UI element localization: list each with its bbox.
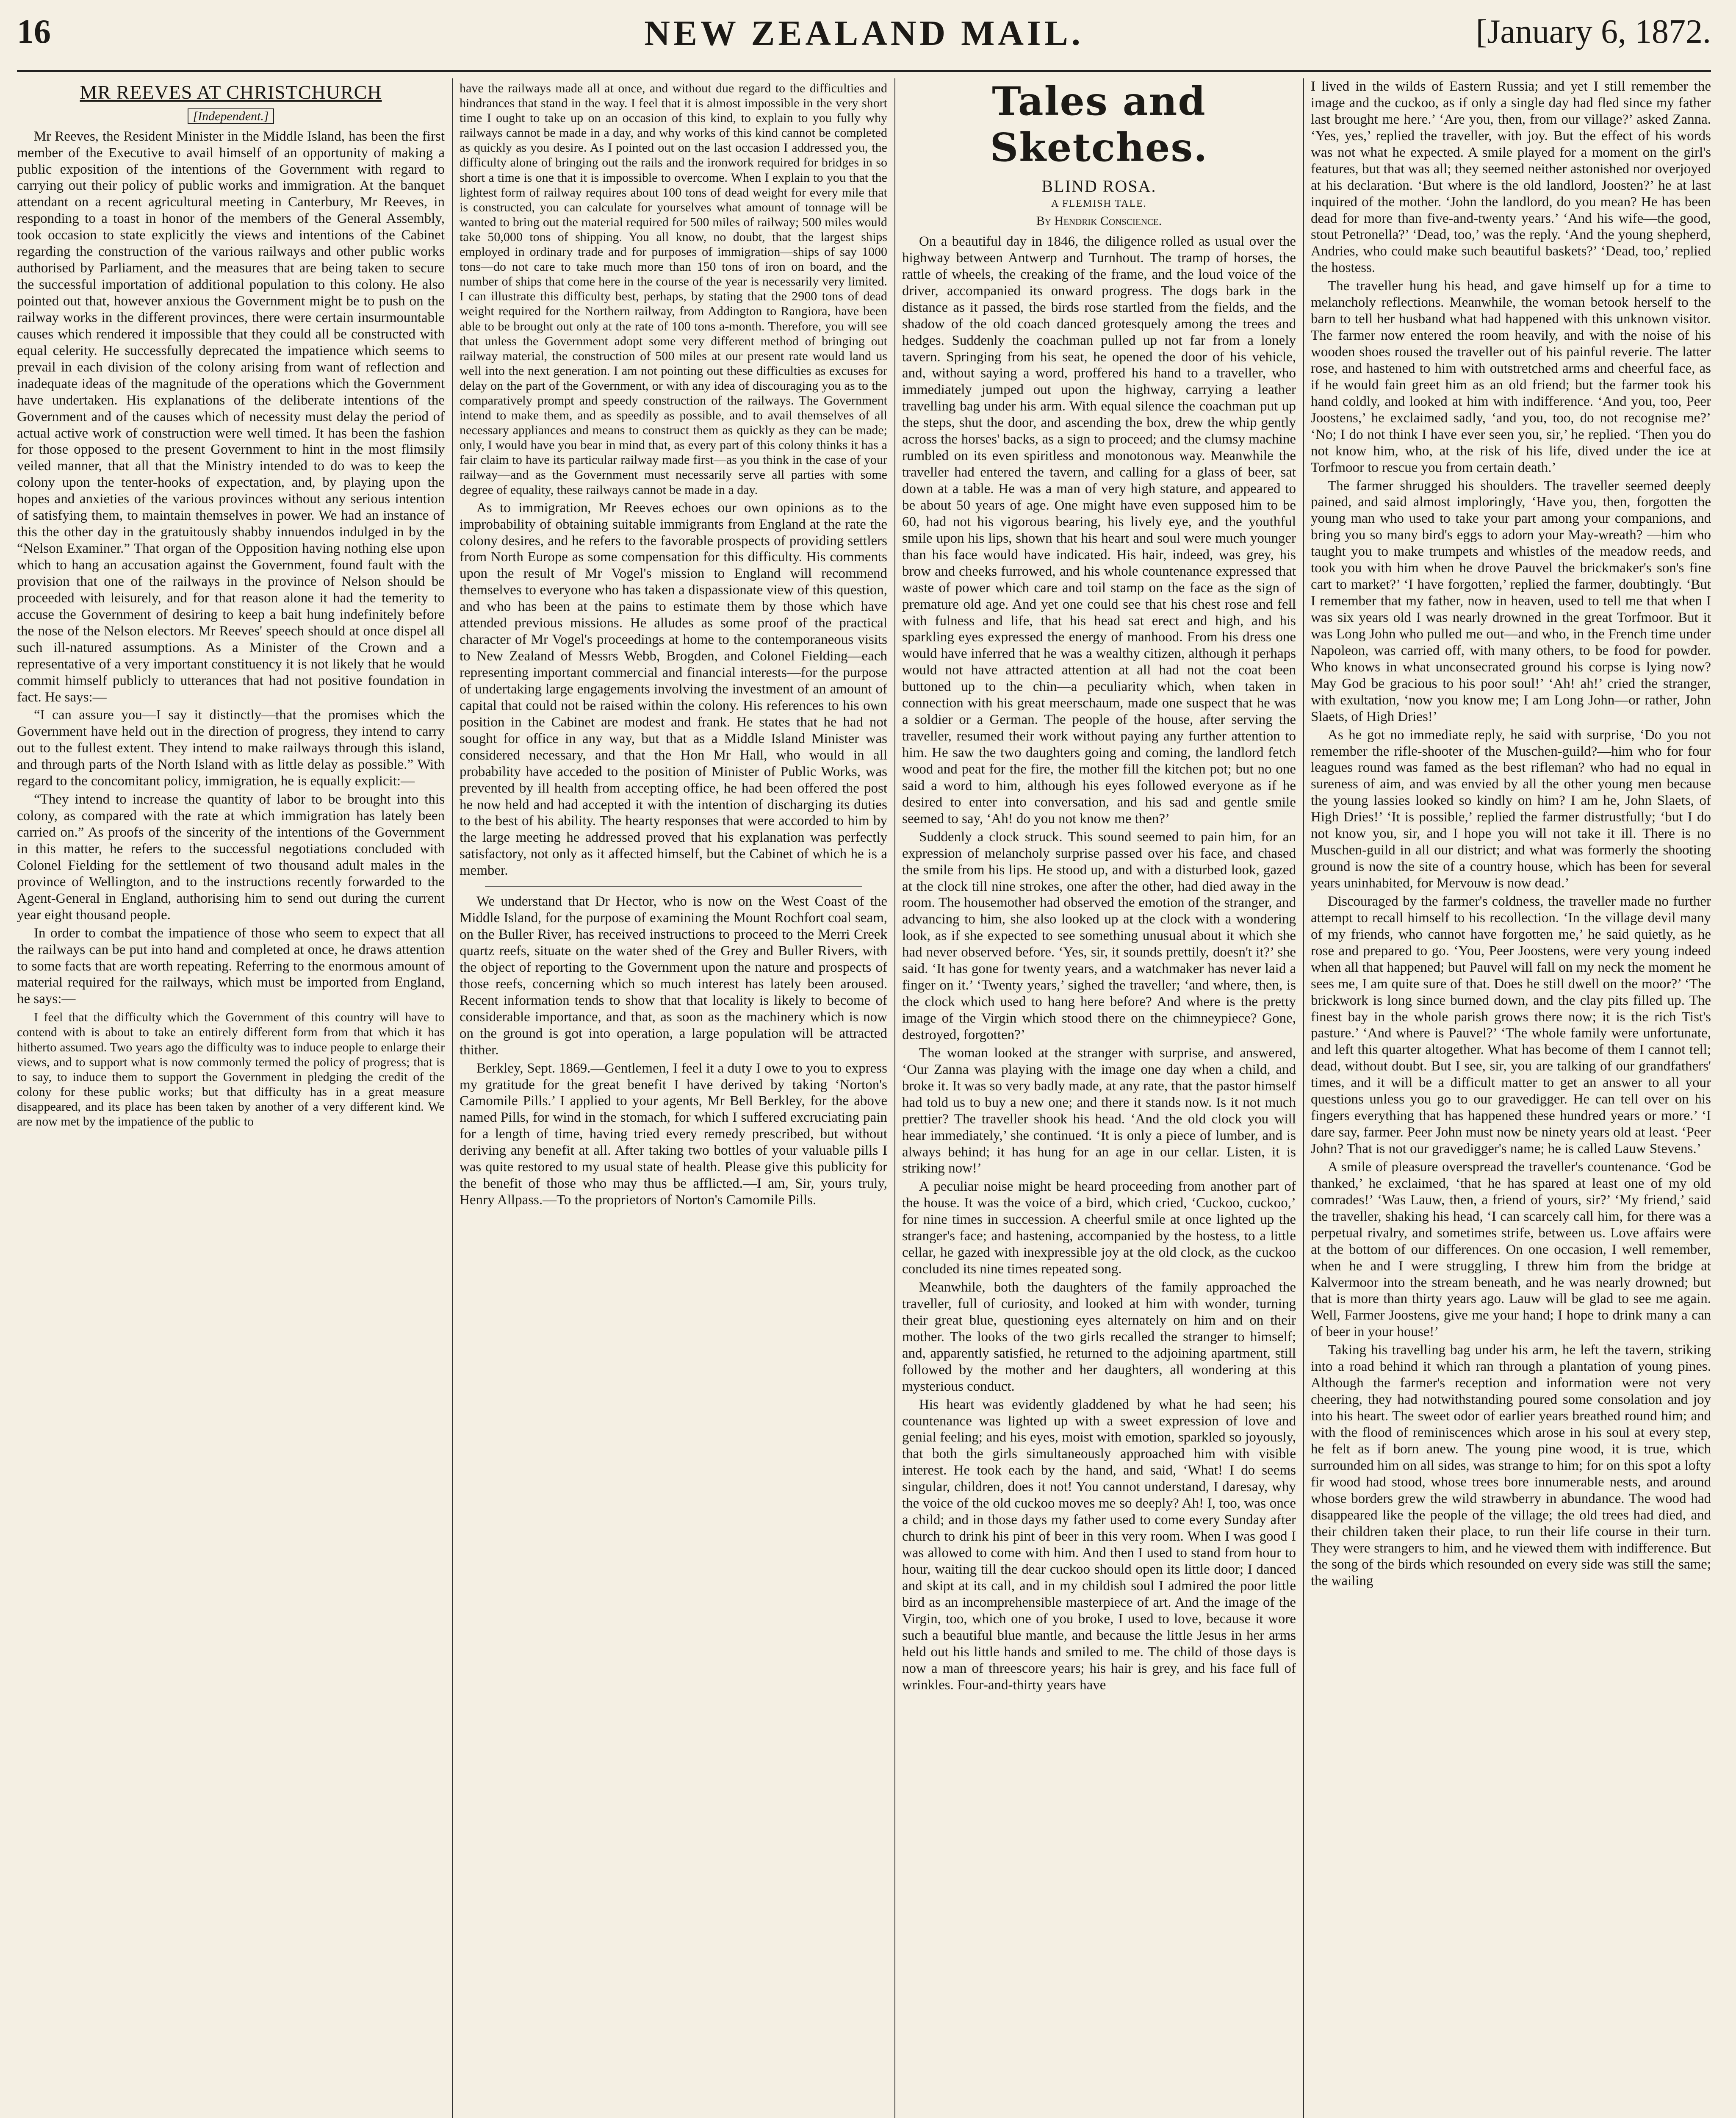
- column-rule: [452, 78, 453, 2118]
- column-3: [902, 78, 1296, 2118]
- article-separator: [485, 886, 862, 887]
- column-rule: [894, 78, 895, 2118]
- page-number: 16: [17, 13, 51, 50]
- article-headline: MR REEVES AT CHRISTCHURCH: [80, 81, 382, 103]
- story-title: BLIND ROSA.: [1041, 177, 1157, 196]
- story-paragraph: The woman looked at the stranger with surprise, and answered, ‘Our Zanna was playing with the image one day when a child, and broke it. It was so very badly made, at any rate, that the pastor himself had told us to buy a new one; and there it stands now. Is it not much prettier? The traveller shook his head. ‘And the old clock you will hear immediately,’ she continued. ‘It is only a piece of lumber, and is always behind; it has hung for an age in our cellar. Listen, it is striking now!’: [902, 1045, 1296, 1176]
- story-paragraph: I lived in the wilds of Eastern Russia; and yet I still remember the image and the cuckoo, as if only a single day had fled since my father last brought me here.’ ‘Are you, then, from our village?’ asked Zanna. ‘Yes, yes,’ replied the traveller, with joy. But the effect of his words was not what he expected. A smile played for a moment on the girl's features, but that was all; they seemed neither astonished nor overjoyed at his declaration. ‘But where is the old landlord, Joosten?’ he at last inquired of the mother. ‘John the landlord, do you mean? He has been dead for more than five-and-twenty years.’ ‘And his wife—the good, stout Petronella?’ ‘Dead, too,’ was the reply. ‘And the young shepherd, Andries, who could make such beautiful baskets?’ ‘Dead, too,’ replied the hostess.: [1311, 79, 1711, 276]
- section-title: Tales and Sketches.: [990, 78, 1208, 170]
- article-paragraph: “I can assure you—I say it distinctly—that the promises which the Government have held out in the direction of progress, they intend to carry out to the fullest extent. They intend to make railways through this island, and through parts of the North Island with as little delay as possible.” With regard to the concomitant policy, immigration, he is equally explicit:—: [17, 707, 445, 789]
- masthead-rule: [17, 70, 1711, 72]
- story-paragraph: As he got no immediate reply, he said with surprise, ‘Do you not remember the rifle-shooter of the Muschen-guild?—him who for four leagues round was famed as the best rifleman? who had no equal in sureness of aim, and was envied by all the other young men because the young lassies looked so kindly on him? I am he, John Slaets, of High Dries!’ ‘It is possible,’ replied the farmer distrustfully; ‘but I do not know you, sir, and I hope you will not take it ill. There is no Muschen-guild in all our district; and what was formerly the shooting ground is now the site of a country house, which has been for several years uninhabited, for Mervouw is now dead.’: [1311, 727, 1711, 891]
- speech-quote-continued: have the railways made all at once, and without due regard to the difficulties and hindrances that stand in the way. I feel that it is almost impossible in the very short time I ought to take up on an occasion of this kind, to explain to you fully why railways cannot be made in a day, and why works of this kind cannot be completed as quickly as you desire. As I pointed out on the last occasion I addressed you, the difficulty alone of bringing out the rails and the ironwork required for bridges in so short a time is one that it is impossible to overcome. When I explain to you that the lightest form of railway requires about 100 tons of dead weight for every mile that is constructed, you can calculate for yourselves what amount of tonnage will be wanted to bring out the material required for 500 miles of railway; 500 miles would take 50,000 tons of shipping. You all know, no doubt, that the largest ships employed in ordinary trade and for purposes of immigration—ships of say 1000 tons—do not care to take much more than 150 tons of iron on board, and the number of ships that come here in the course of the year is necessarily very limited. I can illustrate this difficulty best, perhaps, by stating that the 2900 tons of dead weight required for the Northern railway, from Addington to Rangiora, have been able to be brought out only at the rate of 100 tons a-month. Therefore, you will see that unless the Government adopt some very different method of bringing out railway material, the construction of 500 miles at our present rate would land us well into the next generation. I am not pointing out these difficulties as excuses for delay on the part of the Government, or with any idea of discouraging you as to the comparatively prompt and speedy construction of the railways. The Government intend to make them, and as speedily as possible, and to avail themselves of all necessary appliances and means to construct them as quickly as they can be made; only, I would have you bear in mind that, as every part of this colony thinks it has a fair claim to have its particular railway made first—as you think in the case of your railway—and as the Government must necessarily serve all parties with some degree of equality, these railways cannot be made in a day.: [460, 81, 887, 497]
- newspaper-title: NEW ZEALAND MAIL.: [644, 14, 1084, 53]
- news-item: We understand that Dr Hector, who is now on the West Coast of the Middle Island, for the purpose of examining the Mount Rochfort coal seam, on the Buller River, has received instructions to proceed to the Merri Creek quartz reefs, situate on the water shed of the Grey and Buller Rivers, with the object of reporting to the Government upon the nature and prospects of those reefs, concerning which so much interest has lately been aroused. Recent information tends to show that that locality is likely to become of considerable importance, and that, as soon as the machinery which is now on the ground is got into operation, a large population will be attracted thither.: [460, 894, 887, 1058]
- story-paragraph: The farmer shrugged his shoulders. The traveller seemed deeply pained, and said almost imploringly, ‘Have you, then, forgotten the young man who used to take your part among your companions, and bring you so many bird's eggs to adorn your May-wreath? —him who taught you to make trumpets and whistles of the meadow reeds, and took you with him when he drove Pauvel the brickmaker's son's fine cart to market?’ ‘I have forgotten,’ replied the farmer, doubtingly. ‘But I remember that my father, now in heaven, used to tell me that when I was six years old I was nearly drowned in the great Torfmoor. But it was Long John who pulled me out—and who, in the French time under Napoleon, was carried off, with many others, to be food for powder. Who knows in what unconsecrated ground his corpse is lying now? May God be gracious to his poor soul!’ ‘Ah! ah!’ cried the stranger, with exultation, ‘now you know me; I am Long John—or rather, John Slaets, of High Dries!’: [1311, 478, 1711, 724]
- column-rule: [1303, 78, 1304, 2118]
- story-paragraph: His heart was evidently gladdened by what he had seen; his countenance was lighted up with a sweet expression of love and genial feeling; and his eyes, moist with emotion, sparkled so joyously, that both the girls simultaneously approached him with visible interest. He took each by the hand, and said, ‘What! I do seems singular, children, does it not! You cannot understand, I daresay, why the voice of the old cuckoo moves me so deeply? Ah! I, too, was once a child; and in those days my father used to come every Sunday after church to drink his pint of beer in this very room. When I was good I was allowed to come with him. And then I used to stand from hour to hour, waiting till the dear cuckoo should open its little door; I danced and skipt at its call, and in my childish soul I admired the poor little bird as an incomprehensible masterpiece of art. And the image of the Virgin, too, which one of you broke, I used to love, because it wore such a beautiful blue mantle, and because the little Jesus in her arms held out his little hands and smiled to me. The child of those days is now a man of threescore years; his hair is grey, and his face full of wrinkles. Four-and-thirty years have: [902, 1397, 1296, 1693]
- advertisement: Berkley, Sept. 1869.—Gentlemen, I feel it a duty I owe to you to express my gratitude for the great benefit I have derived by taking ‘Norton's Camomile Pills.’ I applied to your agents, Mr Bell Berkley, for the above named Pills, for wind in the stomach, for which I suffered excruciating pain for a length of time, having tried every remedy prescribed, but without deriving any benefit at all. After taking two bottles of your valuable pills I was quite restored to my usual state of health. Please give this publicity for the benefit of those who may thus be afflicted.—I am, Sir, yours truly, Henry Allpass.—To the proprietors of Norton's Camomile Pills.: [460, 1060, 887, 1208]
- article-paragraph: As to immigration, Mr Reeves echoes our own opinions as to the improbability of obtaining suitable immigrants from England at the rate the colony desires, and he refers to the favorable prospects of providing settlers from North Europe as some compensation for this difficulty. His comments upon the result of Mr Vogel's mission to England will recommend themselves to everyone who has taken a dispassionate view of this question, and who has been at the pains to estimate them by those which have attended previous missions. He alludes as some proof of the practical character of Mr Vogel's proceedings at home to the contemporaneous visits to New Zealand of Messrs Webb, Brogden, and Colonel Fielding—each representing important commercial and financial interests—for the purpose of undertaking large engagements involving the investment of an amount of capital that could not be raised within the colony. His references to his own position in the Cabinet are modest and frank. He states that he had not sought for office in any way, but that as a Middle Island Minister was considered necessary, and that the Hon Mr Hall, who would in all probability have acceded to the position of Minister of Public Works, was prevented by ill health from accepting office, he had been offered the post he now held and had accepted it with the intention of discharging its duties to the best of his ability. The hearty responses that were accorded to him by the large meeting he addressed proved that his explanation was perfectly satisfactory, not only as it affected himself, but the Cabinet of which he is a member.: [460, 500, 887, 879]
- column-4: [1311, 78, 1711, 2118]
- column-2: [460, 78, 887, 2118]
- story-paragraph: Taking his travelling bag under his arm, he left the tavern, striking into a road behind it which ran through a plantation of young pines. Although the farmer's reception and information were not very cheering, they had notwithstanding poured some consolation and joy into his heart. The sweet odor of earlier years breathed round him; and with the flood of reminiscences which arose in his soul at every step, he felt as if born anew. The young pine wood, it is true, which surrounded him on all sides, was strange to him; for on this spot a lofty fir wood had stood, whose trees bore innumerable nests, and around whose borders grew the wild strawberry in abundance. The wood had disappeared like the people of the village; the old trees had died, and their children taken their place, to run their life course in their turn. They were strangers to him, and he viewed them with indifference. But the song of the birds which resounded on every side was still the same; the wailing: [1311, 1342, 1711, 1589]
- story-paragraph: A peculiar noise might be heard proceeding from another part of the house. It was the voice of a bird, which cried, ‘Cuckoo, cuckoo,’ for nine times in succession. A cheerful smile at once lighted up the stranger's face; and hastening, accompanied by the hostess, to a little cellar, he gazed with inexpressible joy at the old clock, as the cuckoo concluded its nine times repeated song.: [902, 1179, 1296, 1277]
- article-source: [Independent.]: [17, 109, 445, 124]
- article-paragraph: “They intend to increase the quantity of labor to be brought into this colony, as compared with the rate at which immigration has lately been carried on.” As proofs of the sincerity of the intentions of the Government in this matter, he refers to the successful negotiations concluded with Colonel Fielding for the settlement of two thousand adult males in the province of Wellington, and to the instructions recently forwarded to the Agent-General in England, authorising him to send out during the current year eight thousand people.: [17, 792, 445, 923]
- masthead: [17, 13, 1711, 64]
- story-paragraph: On a beautiful day in 1846, the diligence rolled as usual over the highway between Antwerp and Turnhout. The tramp of horses, the rattle of wheels, the creaking of the frame, and the loud voice of the driver, accompanied its onward progress. The dogs bark in the distance as it passed, the birds rose startled from the fields, and the shadow of the old coach danced grotesquely among the trees and hedges. Suddenly the coachman pulled up not far from a lonely tavern. Springing from his seat, he opened the door of his vehicle, and, without saying a word, proffered his hand to a traveller, who immediately jumped out upon the highway, carrying a leather travelling bag under his arm. With equal silence the coachman put up the steps, shut the door, and ascending the box, drew the whip gently across the horses' backs, as a sign to proceed; and the clumsy machine rumbled on its even spiritless and monotonous way. Meanwhile the traveller had entered the tavern, and calling for a glass of beer, sat down at a table. He was a man of very high stature, and appeared to be about 50 years of age. One might have even supposed him to be 60, had not his vigorous bearing, his lively eye, and the youthful smile upon his lips, shown that his heart and soul were much younger than his face would have indicated. His hair, indeed, was grey, his brow and cheeks furrowed, and his whole countenance expressed that waste of power which care and toil stamp on the face as the sign of premature old age. And yet one could see that his chest rose and fell with fulness and life, that his head sat erect and high, and his sparkling eyes expressed the energy of manhood. From his dress one would have inferred that he was a wealthy citizen, although it perhaps would not have attracted attention at all had not the coat been buttoned up to the chin—a peculiarity which, when taken in connection with his great meerschaum, made one suspect that he was a soldier or a German. The people of the house, after serving the traveller, resumed their work without paying any further attention to him. He saw the two daughters going and coming, the landlord fetch wood and peat for the fire, the mother fill the kitchen pot; but no one said a word to him, although his eyes followed everyone as if he desired to enter into conversation, and his sad and gentle smile seemed to say, ‘Ah! do you not know me then?’: [902, 233, 1296, 826]
- story-paragraph: Meanwhile, both the daughters of the family approached the traveller, full of curiosity, and looked at him with wonder, turning their great blue, questioning eyes alternately on him and on their mother. The looks of the two girls recalled the stranger to himself; and, apparently satisfied, he returned to the adjoining apartment, still followed by the mother and her daughters, all wondering at this mysterious conduct.: [902, 1280, 1296, 1394]
- story-author: By Hendrik Conscience.: [1036, 213, 1162, 228]
- story-subtitle: A FLEMISH TALE.: [1051, 198, 1147, 210]
- article-paragraph: Mr Reeves, the Resident Minister in the Middle Island, has been the first member of the Executive to avail himself of an opportunity of making a public exposition of the intentions of the Government with regard to carrying out their policy of public works and immigration. At the banquet attendant on a recent agricultural meeting in Canterbury, Mr Reeves, in responding to a toast in honor of the members of the General Assembly, took occasion to state explicitly the views and intentions of the Cabinet regarding the construction of the various railways and other public works authorised by Parliament, and the measures that are being taken to secure the successful importation of additional population to this colony. He also pointed out that, however anxious the Government might be to push on the railway works in the different provinces, there were certain insurmountable causes which rendered it impossible that they could all be constructed with equal celerity. He successfully deprecated the impatience which seems to prevail in each division of the colony arising from want of reflection and inadequate ideas of the magnitude of the operations which the Government have undertaken. His explanations of the deliberate intentions of the Government and of the causes which of necessity must delay the period of actual active work of construction were well timed. It has been the fashion for those opposed to the present Government to hint in the most flimsily veiled manner, that all that the Ministry intended to do was to keep the colony upon the tenter-hooks of expectation, and, by playing upon the hopes and anxieties of the various provinces without any serious intention of satisfying them, to maintain themselves in power. We had an instance of this the other day in the gratuitously shabby innuendos indulged in by the “Nelson Examiner.” That organ of the Opposition having nothing else upon which to hang an accusation against the Government, found fault with the provision that one of the railways in the province of Nelson should be proceeded with leisurely, and for that reason alone it had the temerity to accuse the Government of desiring to keep a bait hung indefinitely before the nose of the Nelson electors. Mr Reeves' speech should at once dispel all such ill-natured assumptions. As a Minister of the Crown and a representative of a very important constituency it is not likely that he would commit himself publicly to utterances that had not positive foundation in fact. He says:—: [17, 128, 445, 705]
- column-1: [17, 78, 445, 2118]
- issue-date: [January 6, 1872.: [1476, 13, 1711, 50]
- speech-quote: I feel that the difficulty which the Government of this country will have to contend with is about to take an entirely different form from that which it has hitherto assumed. Two years ago the difficulty was to induce people to enlarge their views, and to support what is now commonly termed the policy of progress; that is to say, to induce them to support the Government in pledging the credit of the colony for these public works; but that difficulty has in a great measure disappeared, and its place has been taken by another of a very different kind. We are now met by the impatience of the public to: [17, 1010, 445, 1128]
- story-paragraph: The traveller hung his head, and gave himself up for a time to melancholy reflections. Meanwhile, the woman betook herself to the barn to tell her husband what had happened with this unknown visitor. The farmer now entered the room heavily, and with the noise of his wooden shoes roused the traveller out of his painful reverie. The latter rose, and hastened to him with outstretched arms and cheerful face, as if he would fain greet him as an old friend; but the farmer took his hand coldly, and looked at him with indifference. ‘And you, too, Peer Joostens,’ he exclaimed sadly, ‘and you, too, do not recognise me?’ ‘No; I do not think I have ever seen you, sir,’ he replied. ‘Then you do not know him, who, at the risk of his life, dived under the ice at Torfmoor to rescue you from certain death.’: [1311, 278, 1711, 475]
- story-paragraph: A smile of pleasure overspread the traveller's countenance. ‘God be thanked,’ he exclaimed, ‘that he has spared at least one of my old comrades!’ ‘Was Lauw, then, a friend of yours, sir?’ ‘My friend,’ said the traveller, shaking his head, ‘I can scarcely call him, for there was a perpetual rivalry, and sometimes strife, between us. Love affairs were at the bottom of our differences. On one occasion, I well remember, when he and I were struggling, I threw him from the bridge at Kalvermoor into the stream beneath, and he was nearly drowned; but that is more than thirty years ago. Lauw will be glad to see me again. Well, Farmer Joostens, give me your hand; I hope to drink many a can of beer in your house!’: [1311, 1159, 1711, 1340]
- story-paragraph: Suddenly a clock struck. This sound seemed to pain him, for an expression of melancholy surprise passed over his face, and chased the smile from his lips. He stood up, and with a disturbed look, gazed at the clock till nine strokes, one after the other, had died away in the room. The housemother had observed the emotion of the stranger, and advancing to him, she also looked up at the clock with a wondering look, as if she expected to see something unusual about it which she had never observed before. ‘Yes, sir, it sounds prettily, doesn't it?’ she said. ‘It has gone for twenty years, and a watchmaker has never laid a finger on it.’ ‘Twenty years,’ sighed the traveller; ‘and where, then, is the clock which used to hang here before? And where is the pretty image of the Virgin which stood there on the chimneypiece? Gone, destroyed, forgotten?’: [902, 829, 1296, 1042]
- article-paragraph: In order to combat the impatience of those who seem to expect that all the railways can be put into hand and completed at once, he draws attention to some facts that are worth repeating. Referring to the enormous amount of material required for the railways, which must be imported from England, he says:—: [17, 925, 445, 1007]
- story-paragraph: Discouraged by the farmer's coldness, the traveller made no further attempt to recall himself to his recollection. ‘In the village devil many of my friends, who cannot have forgotten me,’ he said quietly, as he rose and prepared to go. ‘You, Peer Joostens, were very young indeed when all that happened; but Pauvel will fall on my neck the moment he sees me, I am quite sure of that. Does he still dwell on the moor?’ ‘The brickwork is long since burned down, and the clay pits filled up. The finest bay in the whole parish grows there now; it is the rich Tist's pasture.’ ‘And where is Pauvel?’ ‘The whole family were unfortunate, and left this quarter altogether. What has become of them I cannot tell; dead, without doubt. But I see, sir, you are talking of our grandfathers' times, and it will be a difficult matter to get an answer to all your questions unless you go to our gravedigger. He can tell over on his fingers everything that has happened these hundred years or more.’ ‘I dare say, farmer. Peer John must now be ninety years old at least. ‘Peer John? That is not our gravedigger's name; he is called Lauw Stevens.’: [1311, 893, 1711, 1156]
